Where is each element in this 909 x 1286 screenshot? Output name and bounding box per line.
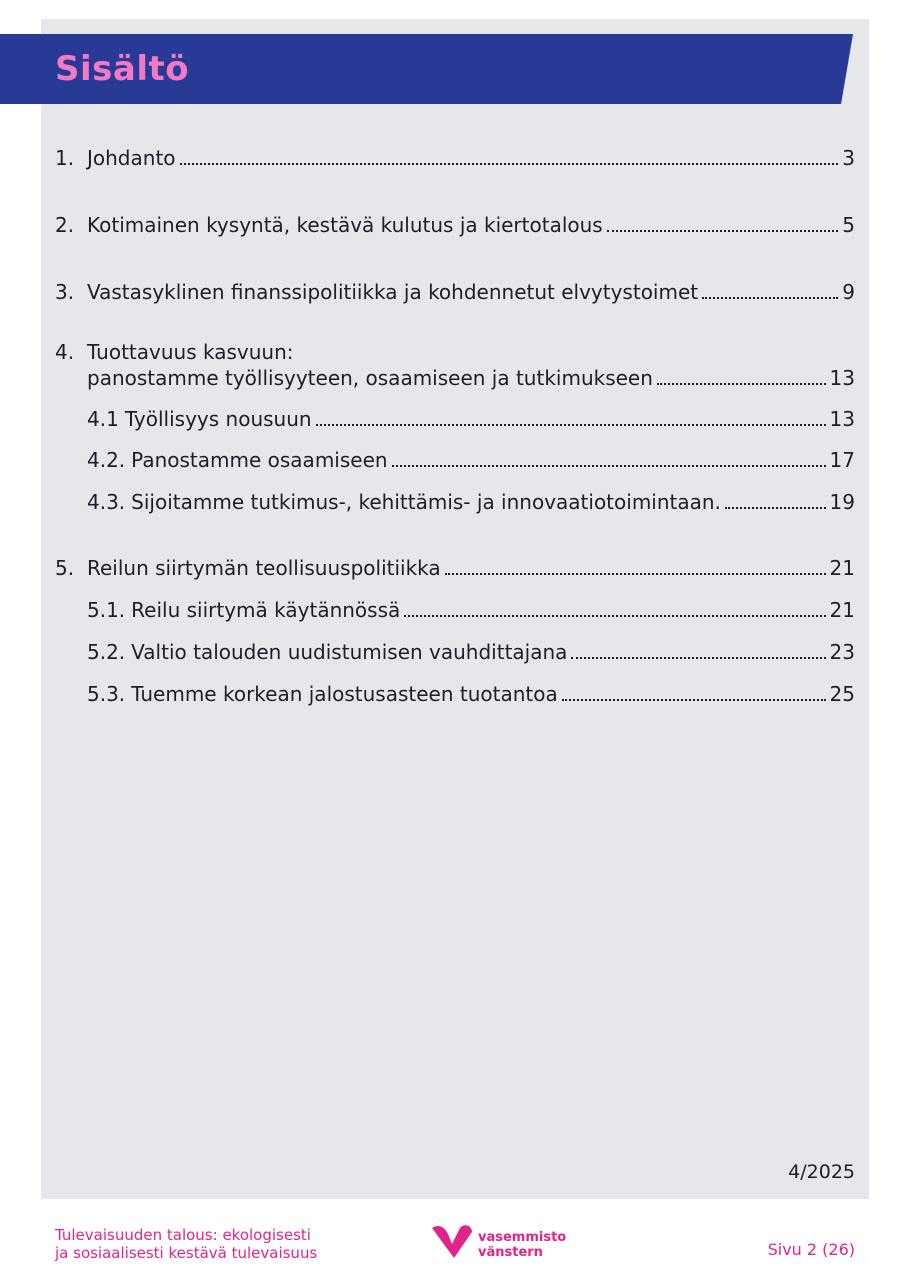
document-title-line1: Tulevaisuuden talous: ekologisesti (55, 1226, 311, 1244)
toc-title-line1: Tuottavuus kasvuun: (87, 340, 294, 364)
vasemmisto-logo (430, 1224, 570, 1264)
toc-entry-3[interactable] (55, 277, 855, 307)
toc-page: 23 (829, 640, 855, 664)
toc-page: 17 (829, 448, 855, 472)
toc-title: Panostamme osaamiseen (131, 448, 388, 472)
toc-entry-1[interactable] (55, 143, 855, 173)
toc-entry-4-2[interactable] (87, 445, 855, 475)
toc-entry-2[interactable] (55, 210, 855, 240)
dot-leader (404, 614, 825, 617)
toc-page: 21 (829, 556, 855, 580)
dot-leader (571, 656, 825, 659)
toc-number: 2. (55, 213, 75, 237)
toc-title: panostamme työllisyyteen, osaamiseen ja tutkimukseen (87, 366, 653, 390)
toc-entry-4-line1 (55, 337, 294, 367)
logo-line2: vänstern (478, 1245, 543, 1260)
toc-page: 5 (842, 213, 855, 237)
dot-leader (180, 162, 839, 165)
dot-leader (562, 698, 826, 701)
dot-leader (392, 464, 826, 467)
document-title (55, 1226, 317, 1262)
toc-page: 25 (829, 682, 855, 706)
toc-number: 4.3. (87, 490, 126, 514)
toc-page: 13 (829, 366, 855, 390)
publication-date: 4/2025 (788, 1161, 855, 1183)
toc-title: Työllisyys nousuun (124, 407, 312, 431)
toc-title: Tuemme korkean jalostusasteen tuotantoa (131, 682, 558, 706)
toc-page: 21 (829, 598, 855, 622)
toc-title: Valtio talouden uudistumisen vauhdittajana (131, 640, 568, 664)
toc-number: 4.2. (87, 448, 126, 472)
toc-number: 4. (55, 340, 75, 364)
toc-entry-5[interactable] (55, 553, 855, 583)
document-title-line2: ja sosiaalisesti kestävä tulevaisuus (55, 1244, 318, 1262)
toc-number: 5. (55, 556, 75, 580)
dot-leader (657, 382, 826, 385)
toc-number: 5.3. (87, 682, 126, 706)
dot-leader (445, 572, 826, 575)
toc-title: Reilun siirtymän teollisuuspolitiikka (87, 556, 441, 580)
logo-wordmark (478, 1230, 566, 1260)
page-number: Sivu 2 (26) (767, 1240, 855, 1259)
logo-line1: vasemmisto (478, 1230, 567, 1245)
toc-entry-5-1[interactable] (87, 595, 855, 625)
toc-entry-4-3[interactable] (87, 487, 855, 517)
toc-title: Johdanto (87, 146, 176, 170)
dot-leader (702, 296, 838, 299)
toc-title: Sijoitamme tutkimus-, kehittämis- ja innovaatiotoimintaan. (131, 490, 721, 514)
toc-entry-5-2[interactable] (87, 637, 855, 667)
heart-v-icon (430, 1224, 474, 1260)
toc-entry-4[interactable] (55, 340, 855, 393)
toc-title: Vastasyklinen finanssipolitiikka ja kohdennetut elvytystoimet (87, 280, 699, 304)
toc-page: 3 (842, 146, 855, 170)
toc-number: 4.1 (87, 407, 119, 431)
toc-number: 5.1. (87, 598, 126, 622)
toc-number: 3. (55, 280, 75, 304)
toc-number: 5.2. (87, 640, 126, 664)
toc-title: Reilu siirtymä käytännössä (131, 598, 401, 622)
toc-title: Kotimainen kysyntä, kestävä kulutus ja kiertotalous (87, 213, 603, 237)
dot-leader (725, 506, 826, 509)
dot-leader (607, 229, 839, 232)
toc-number: 1. (55, 146, 75, 170)
dot-leader (316, 423, 826, 426)
toc-entry-5-3[interactable] (87, 679, 855, 709)
page-title: Sisältö (55, 49, 190, 89)
toc-page: 9 (842, 280, 855, 304)
toc-page: 13 (829, 407, 855, 431)
toc-entry-4-1[interactable] (87, 404, 855, 434)
toc-page: 19 (829, 490, 855, 514)
